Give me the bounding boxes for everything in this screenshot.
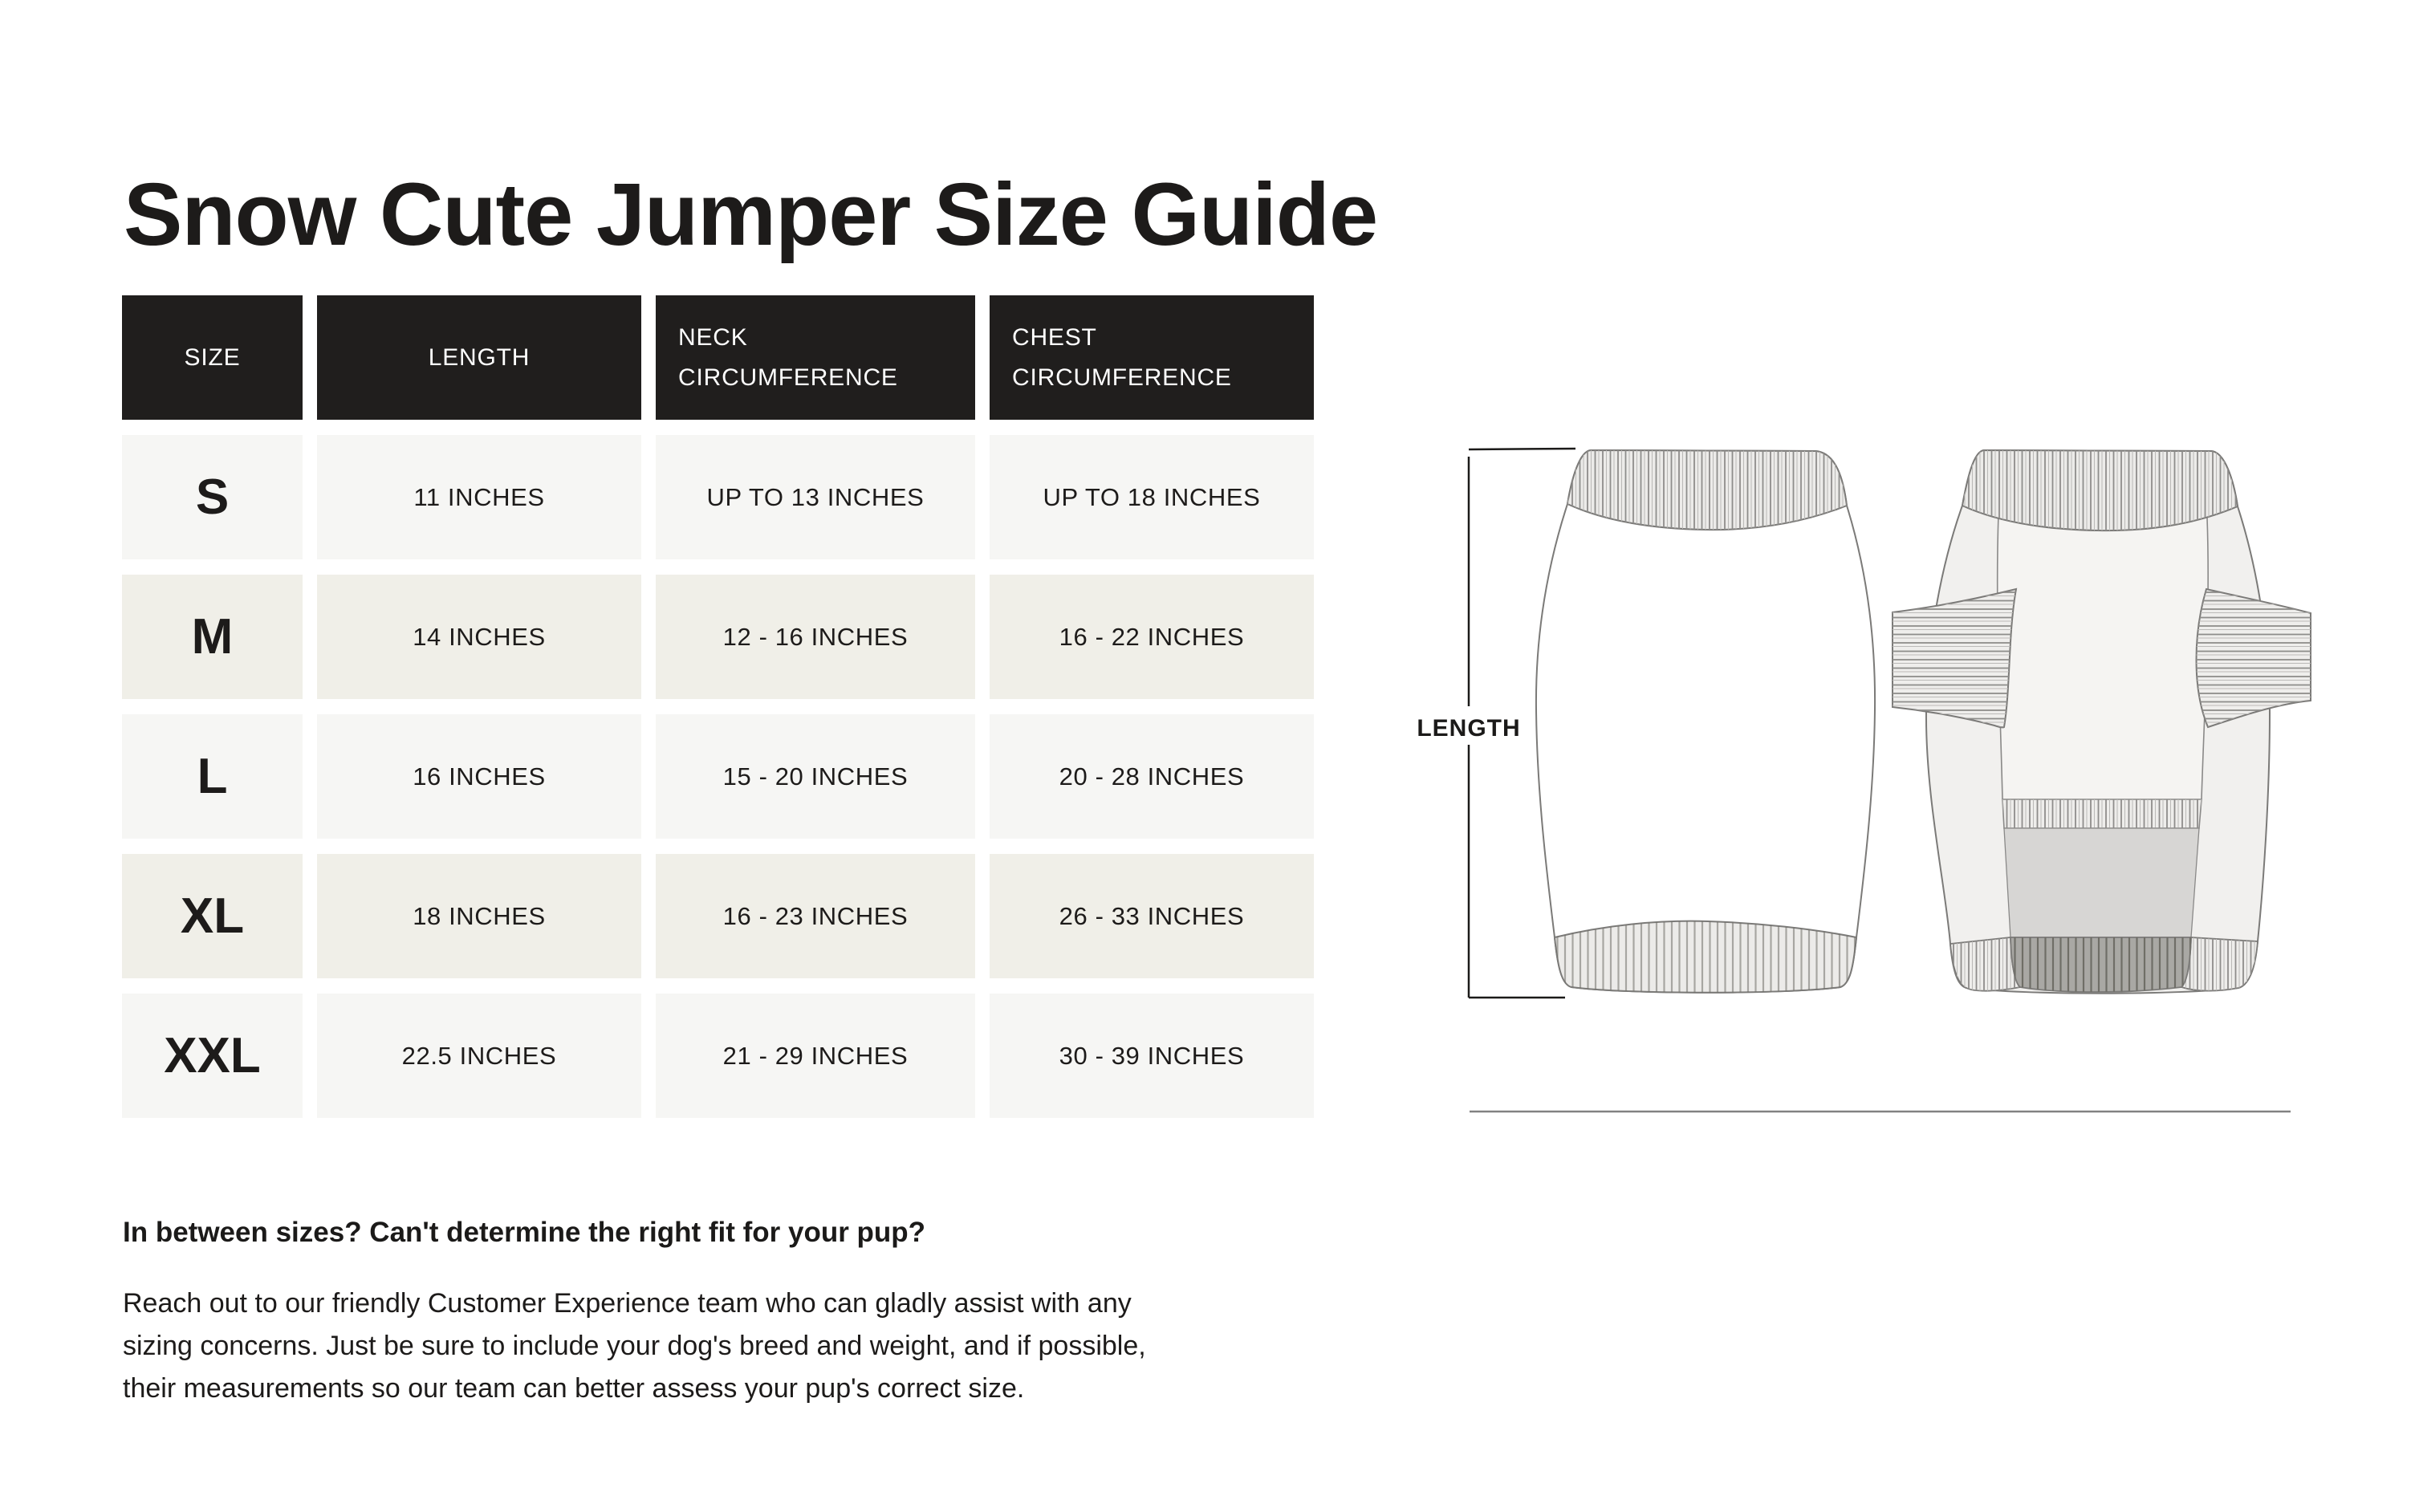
jumper-front-view [1893, 450, 2311, 994]
front-belly-panel [2004, 828, 2199, 937]
table-header-neck-circumference [656, 295, 975, 420]
length-label: LENGTH [1417, 715, 1521, 742]
table-header-length [317, 295, 641, 420]
table-row-xl-length: 18 INCHES [317, 854, 641, 978]
table-row-l-neck: 15 - 20 INCHES [656, 714, 975, 839]
table-row-m-chest: 16 - 22 INCHES [990, 575, 1314, 699]
table-row-s-chest: UP TO 18 INCHES [990, 435, 1314, 559]
back-hem-rib-stripes [1555, 921, 1856, 993]
front-hem-left-stripes [1950, 937, 2020, 991]
header-label: SIZE [184, 343, 241, 371]
size-table [122, 295, 1314, 1118]
note-heading: In between sizes? Can't determine the right fit for your pup? [123, 1217, 926, 1248]
table-row-m-neck: 12 - 16 INCHES [656, 575, 975, 699]
table-row-s-size: S [122, 435, 303, 559]
front-sleeve-right-stripes [2197, 589, 2311, 727]
table-row-xl-chest: 26 - 33 INCHES [990, 854, 1314, 978]
note-line-3: their measurements so our team can better assess your pup's correct size. [123, 1373, 1025, 1404]
back-collar-rib-stripes [1567, 450, 1847, 530]
table-row-xl-size: XL [122, 854, 303, 978]
note-line-2: sizing concerns. Just be sure to include your dog's breed and weight, and if possible, [123, 1331, 1146, 1361]
header-label-line1: CHEST [1012, 323, 1097, 351]
jumper-back-view [1536, 450, 1875, 993]
back-body [1536, 450, 1875, 993]
jumper-diagram [1364, 401, 2415, 1140]
table-header-size [122, 295, 303, 420]
table-row-s-length: 11 INCHES [317, 435, 641, 559]
note-body [123, 1282, 1146, 1410]
table-row-l-length: 16 INCHES [317, 714, 641, 839]
table-row-s-neck: UP TO 13 INCHES [656, 435, 975, 559]
header-label: LENGTH [428, 343, 531, 371]
table-header-chest-circumference [990, 295, 1314, 420]
table-row-xxl-length: 22.5 INCHES [317, 994, 641, 1118]
table-row-xl-neck: 16 - 23 INCHES [656, 854, 975, 978]
front-hem-center-stripes [2010, 937, 2191, 992]
header-label-line1: NECK [678, 323, 748, 351]
header-label-line2: CIRCUMFERENCE [678, 364, 898, 391]
table-row-xxl-size: XXL [122, 994, 303, 1118]
front-collar-rib-stripes [1962, 450, 2238, 530]
front-center-panel [1998, 514, 2209, 799]
header-label-line2: CIRCUMFERENCE [1012, 364, 1232, 391]
page-title: Snow Cute Jumper Size Guide [124, 165, 1378, 264]
table-row-l-size: L [122, 714, 303, 839]
note-line-1: Reach out to our friendly Customer Experience team who can gladly assist with any [123, 1288, 1132, 1319]
front-waistband-stripes [2002, 799, 2202, 828]
table-row-m-length: 14 INCHES [317, 575, 641, 699]
table-row-xxl-chest: 30 - 39 INCHES [990, 994, 1314, 1118]
table-row-l-chest: 20 - 28 INCHES [990, 714, 1314, 839]
table-row-xxl-neck: 21 - 29 INCHES [656, 994, 975, 1118]
table-row-m-size: M [122, 575, 303, 699]
